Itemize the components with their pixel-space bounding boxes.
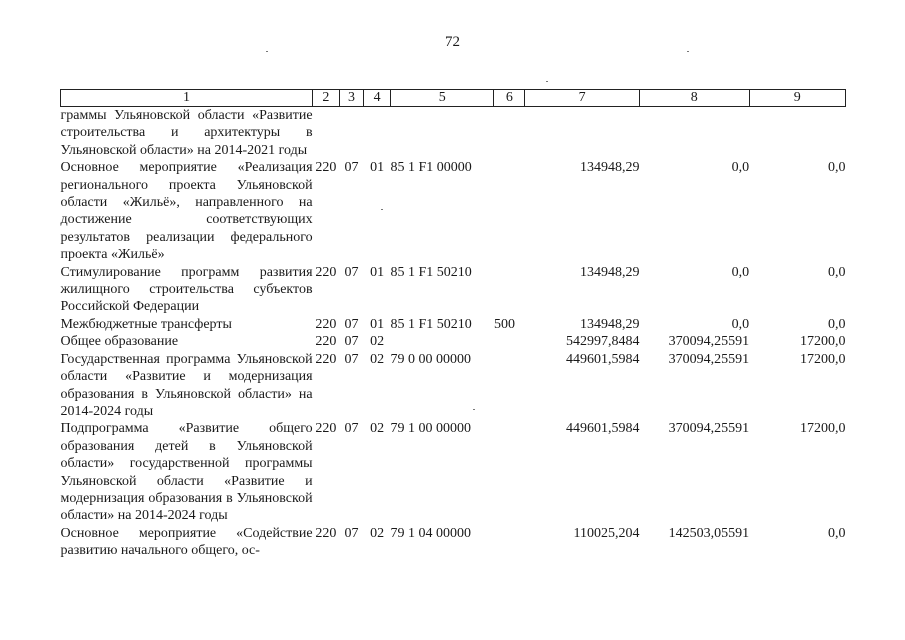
cell-subsection: 02 <box>370 525 385 541</box>
table-row <box>61 333 846 350</box>
cell-amount-3: 17200,0 <box>800 421 846 437</box>
cell-amount-1: 110025,204 <box>573 525 640 541</box>
cell-expense-type <box>494 420 525 524</box>
cell-subsection: 02 <box>370 334 385 350</box>
cell-amount-2: 0,0 <box>731 316 750 332</box>
cell-section: 07 <box>344 334 359 350</box>
cell-amount-2 <box>639 107 749 160</box>
cell-target-article: 85 1 F1 50210 <box>390 264 472 280</box>
table-row <box>61 159 846 263</box>
cell-amount-3: 17200,0 <box>800 334 846 350</box>
cell-expense-type <box>494 351 525 421</box>
cell-amount-2: 0,0 <box>731 264 750 280</box>
cell-amount-2: 370094,25591 <box>668 421 750 437</box>
cell-subsection <box>364 107 391 160</box>
cell-amount-2: 0,0 <box>731 160 750 176</box>
cell-amount-1: 542997,8484 <box>565 334 640 350</box>
cell-expense-type: 500 <box>493 316 515 332</box>
column-header: 4 <box>364 90 391 107</box>
cell-subsection: 01 <box>370 264 385 280</box>
column-header: 6 <box>494 90 525 107</box>
column-header: 9 <box>749 90 845 107</box>
cell-subsection: 01 <box>370 316 385 332</box>
cell-ministry: 220 <box>315 160 337 176</box>
cell-section <box>339 107 364 160</box>
cell-ministry: 220 <box>315 351 337 367</box>
cell-expense-type <box>494 107 525 160</box>
scan-speck <box>687 51 689 52</box>
cell-amount-2: 142503,05591 <box>668 525 750 541</box>
column-header: 8 <box>639 90 749 107</box>
cell-subsection: 01 <box>370 160 385 176</box>
table-row <box>61 316 846 333</box>
scan-speck <box>381 209 383 210</box>
cell-amount-2: 370094,25591 <box>668 334 750 350</box>
row-name: Основное мероприятие «Реализация регионального проекта Ульяновской области «Жильё», направленного на достижение соответствующих результатов реализации федерального проекта «Жильё» <box>60 160 313 263</box>
cell-section: 07 <box>344 351 359 367</box>
cell-amount-1 <box>525 107 640 160</box>
cell-expense-type <box>494 159 525 263</box>
cell-expense-type <box>494 525 525 560</box>
scan-speck <box>266 51 268 52</box>
cell-target-article <box>390 333 494 350</box>
cell-subsection: 02 <box>370 351 385 367</box>
table-row <box>61 107 846 160</box>
cell-amount-2: 370094,25591 <box>668 351 750 367</box>
cell-target-article <box>390 107 494 160</box>
cell-amount-1: 449601,5984 <box>565 421 640 437</box>
scan-speck <box>546 81 548 82</box>
table-row <box>61 420 846 524</box>
cell-amount-1: 134948,29 <box>579 264 640 280</box>
cell-amount-3: 0,0 <box>828 525 846 541</box>
cell-section: 07 <box>344 421 359 437</box>
cell-subsection: 02 <box>370 421 385 437</box>
cell-target-article: 85 1 F1 00000 <box>390 160 472 176</box>
cell-target-article: 79 0 00 00000 <box>390 351 471 367</box>
cell-amount-1: 134948,29 <box>579 316 640 332</box>
row-name: Межбюджетные трансферты <box>60 316 232 332</box>
cell-section: 07 <box>344 160 359 176</box>
row-name: граммы Ульяновской области «Развитие строительства и архитектуры в Ульяновской области» на 2014-2021 годы <box>60 108 313 158</box>
cell-ministry <box>313 107 340 160</box>
cell-amount-1: 134948,29 <box>579 160 640 176</box>
cell-amount-1: 449601,5984 <box>565 351 640 367</box>
scan-speck <box>473 409 475 410</box>
cell-expense-type <box>494 264 525 316</box>
column-number-row <box>61 90 846 107</box>
table-row <box>61 351 846 421</box>
cell-section: 07 <box>344 316 359 332</box>
cell-ministry: 220 <box>315 264 337 280</box>
cell-ministry: 220 <box>315 421 337 437</box>
row-name: Подпрограмма «Развитие общего образования детей в Ульяновской области» государственной программы Ульяновской области «Развитие и модернизация образования в Ульяновской области» на 2014-2024 годы <box>60 421 313 524</box>
column-header: 7 <box>525 90 640 107</box>
cell-target-article: 85 1 F1 50210 <box>390 316 472 332</box>
column-header: 2 <box>313 90 340 107</box>
row-name: Государственная программа Ульяновской области «Развитие и модернизация образования в Ульяновской области» на 2014-2024 годы <box>60 351 313 419</box>
cell-amount-3 <box>749 107 845 160</box>
cell-target-article: 79 1 04 00000 <box>390 525 471 541</box>
table-row <box>61 525 846 560</box>
cell-expense-type <box>494 333 525 350</box>
page-number: 72 <box>445 34 460 50</box>
column-header: 5 <box>390 90 494 107</box>
cell-target-article: 79 1 00 00000 <box>390 421 471 437</box>
budget-table <box>60 89 846 560</box>
column-header: 1 <box>61 90 313 107</box>
row-name: Стимулирование программ развития жилищного строительства субъектов Российской Федерации <box>60 264 313 315</box>
cell-ministry: 220 <box>315 334 337 350</box>
cell-ministry: 220 <box>315 525 337 541</box>
cell-section: 07 <box>344 525 359 541</box>
table-row <box>61 264 846 316</box>
row-name: Общее образование <box>60 334 179 350</box>
row-name: Основное мероприятие «Содействие развитию начального общего, ос- <box>60 525 313 559</box>
column-header: 3 <box>339 90 364 107</box>
cell-amount-3: 0,0 <box>828 316 846 332</box>
cell-amount-3: 0,0 <box>828 264 846 280</box>
cell-amount-3: 17200,0 <box>800 351 846 367</box>
cell-amount-3: 0,0 <box>828 160 846 176</box>
cell-section: 07 <box>344 264 359 280</box>
cell-ministry: 220 <box>315 316 337 332</box>
